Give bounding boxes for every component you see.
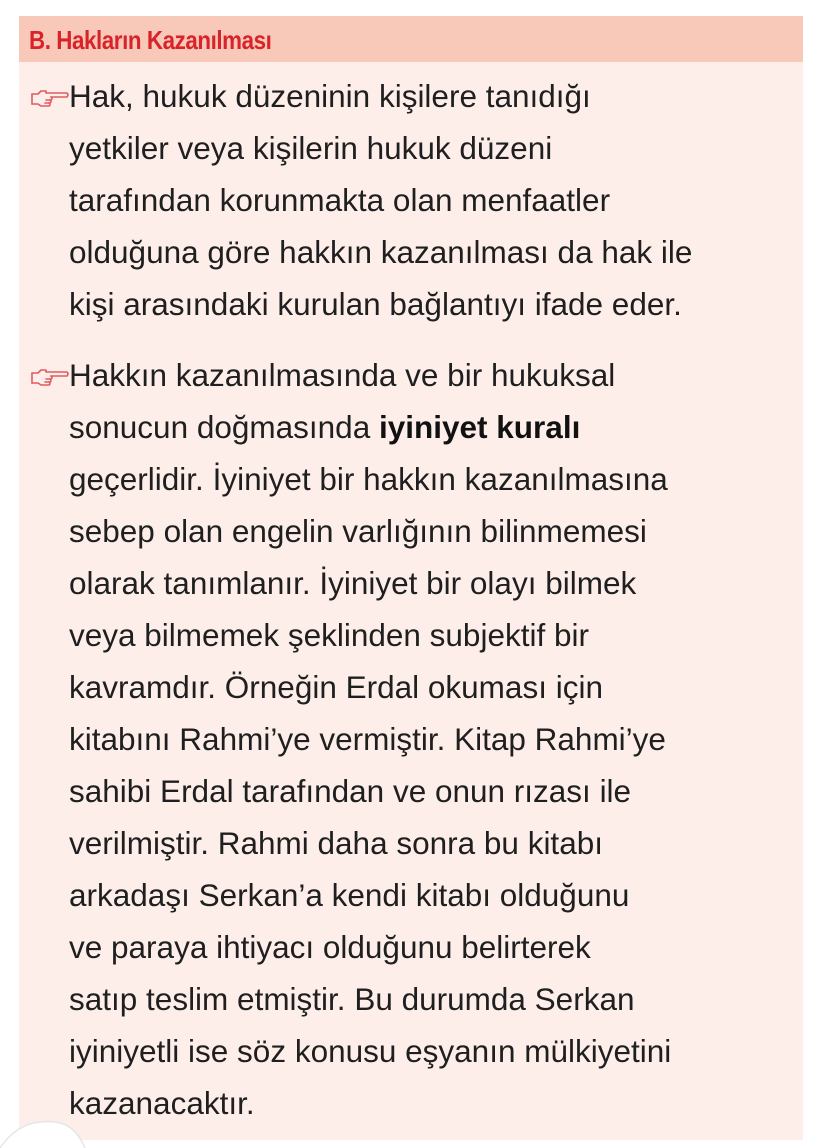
paragraph-line: sahibi Erdal tarafından ve onun rızası ile [69,773,632,809]
paragraph-line: geçerlidir. İyiniyet bir hakkın kazanılmasına [69,461,668,497]
pointing-hand-icon [29,87,71,109]
paragraph-line: Hakkın kazanılmasında ve bir hukuksal [69,357,616,393]
paragraph-line: kitabını Rahmi’ye vermiştir. Kitap Rahmi’ye [69,721,666,757]
page-corner-decoration [0,1108,90,1148]
paragraph-line: sebep olan engelin varlığının bilinmemesi [69,513,647,549]
paragraph-line: arkadaşı Serkan’a kendi kitabı olduğunu [69,877,630,913]
paragraph-line: ve paraya ihtiyacı olduğunu belirterek [69,929,591,965]
line-text: sonucun doğmasında [69,409,379,445]
paragraph-line: tarafından korunmakta olan menfaatler [69,182,611,218]
paragraph-line [69,401,580,453]
paragraph-line: verilmiştir. Rahmi daha sonra bu kitabı [69,825,603,861]
paragraph-line: iyiniyetli ise söz konusu eşyanın mülkiyetini [69,1033,672,1069]
paragraph-line: olarak tanımlanır. İyiniyet bir olayı bilmek [69,565,637,601]
paragraph-line: Hak, hukuk düzeninin kişilere tanıdığı [69,78,591,114]
paragraph-line: kavramdır. Örneğin Erdal okuması için [69,669,603,705]
paragraph-line: olduğuna göre hakkın kazanılması da hak ile [69,234,693,270]
section-title: B. Hakların Kazanılması [29,25,272,55]
content-panel [19,16,803,1140]
bold-term: iyiniyet kuralı [378,409,581,445]
paragraph-line: satıp teslim etmiştir. Bu durumda Serkan [69,981,635,1017]
section-header [19,16,803,62]
paragraph-line: kişi arasındaki kurulan bağlantıyı ifade eder. [69,286,682,322]
paragraph-line: kazanacaktır. [69,1085,255,1121]
pointing-hand-icon [29,366,71,388]
paragraph-line: yetkiler veya kişilerin hukuk düzeni [69,130,553,166]
paragraph-line: veya bilmemek şeklinden subjektif bir [69,617,589,653]
